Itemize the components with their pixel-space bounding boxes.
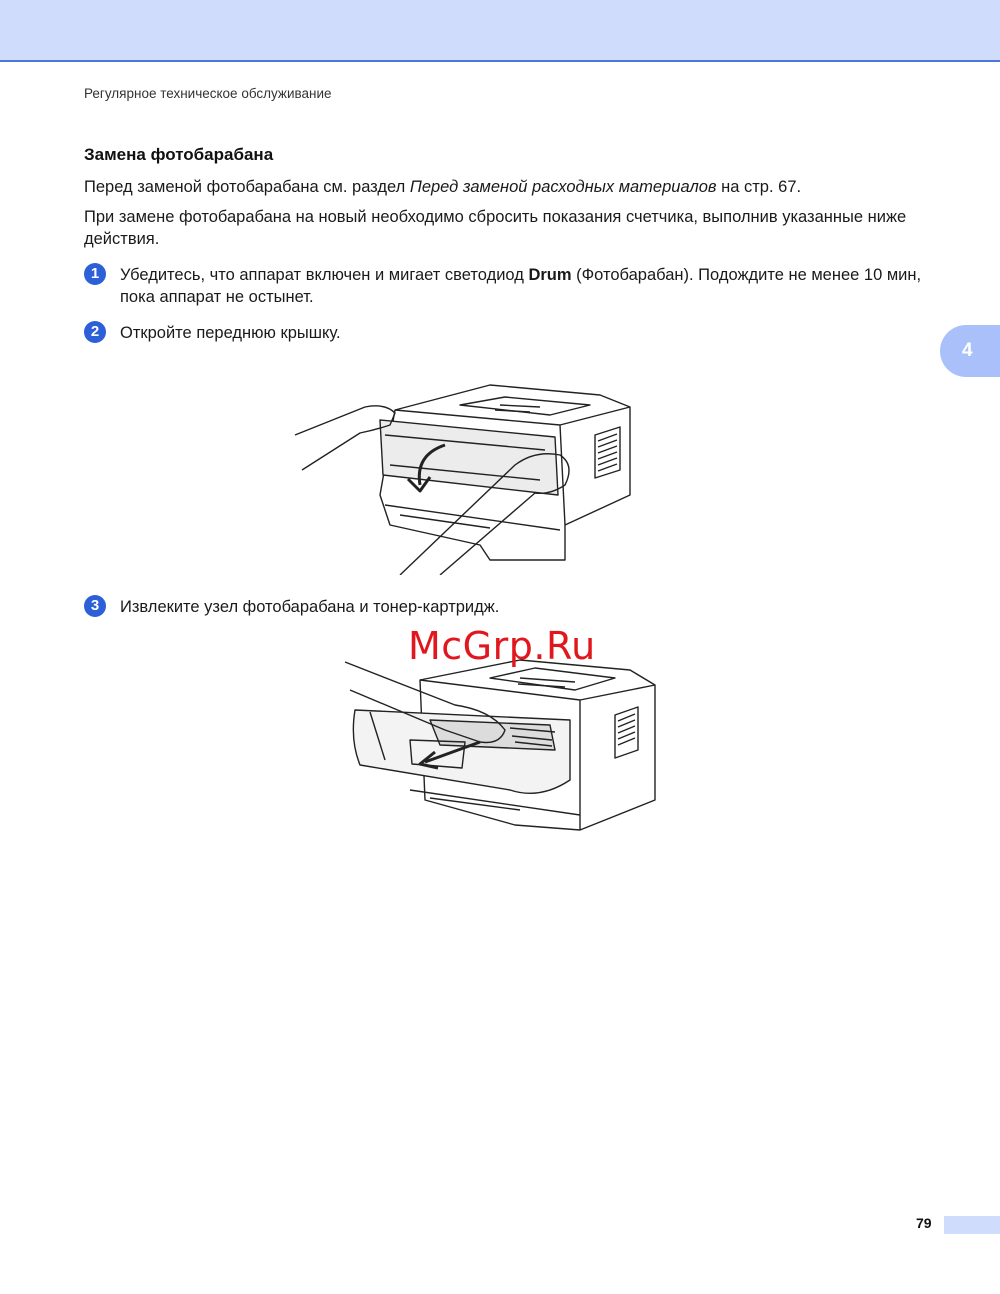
remove-drum-unit-illustration [340,650,670,840]
intro-paragraph [84,176,944,198]
watermark: McGrp.Ru [408,624,596,668]
page-tab [944,1216,1000,1234]
reset-note: При замене фотобарабана на новый необходимо сбросить показания счетчика, выполнив указанные ниже действия. [84,208,907,248]
step-2-text: Откройте переднюю крышку. [120,324,341,342]
step-1-prefix: Убедитесь, что аппарат включен и мигает светодиод [120,266,529,284]
step-1-suffix: (Фотобарабан). Подождите не менее 10 мин, пока аппарат не остынет. [120,266,922,306]
step-2-bullet: 2 [84,321,106,343]
intro-prefix: Перед заменой фотобарабана см. раздел [84,178,410,196]
intro-link[interactable]: Перед заменой расходных материалов [409,178,717,196]
step-1-bullet: 1 [84,263,106,285]
step-3-text: Извлеките узел фотобарабана и тонер-картридж. [120,598,500,616]
chapter-number: 4 [962,340,973,361]
header-band [0,0,1000,62]
step-1-bold: Drum [528,266,572,284]
step-1-text [120,264,950,308]
step-3-bullet: 3 [84,595,106,617]
open-front-cover-illustration [290,375,650,575]
page-number: 79 [916,1215,932,1231]
intro-suffix: на стр. 67. [716,178,802,196]
running-header: Регулярное техническое обслуживание [84,86,332,101]
section-title: Замена фотобарабана [84,145,274,164]
